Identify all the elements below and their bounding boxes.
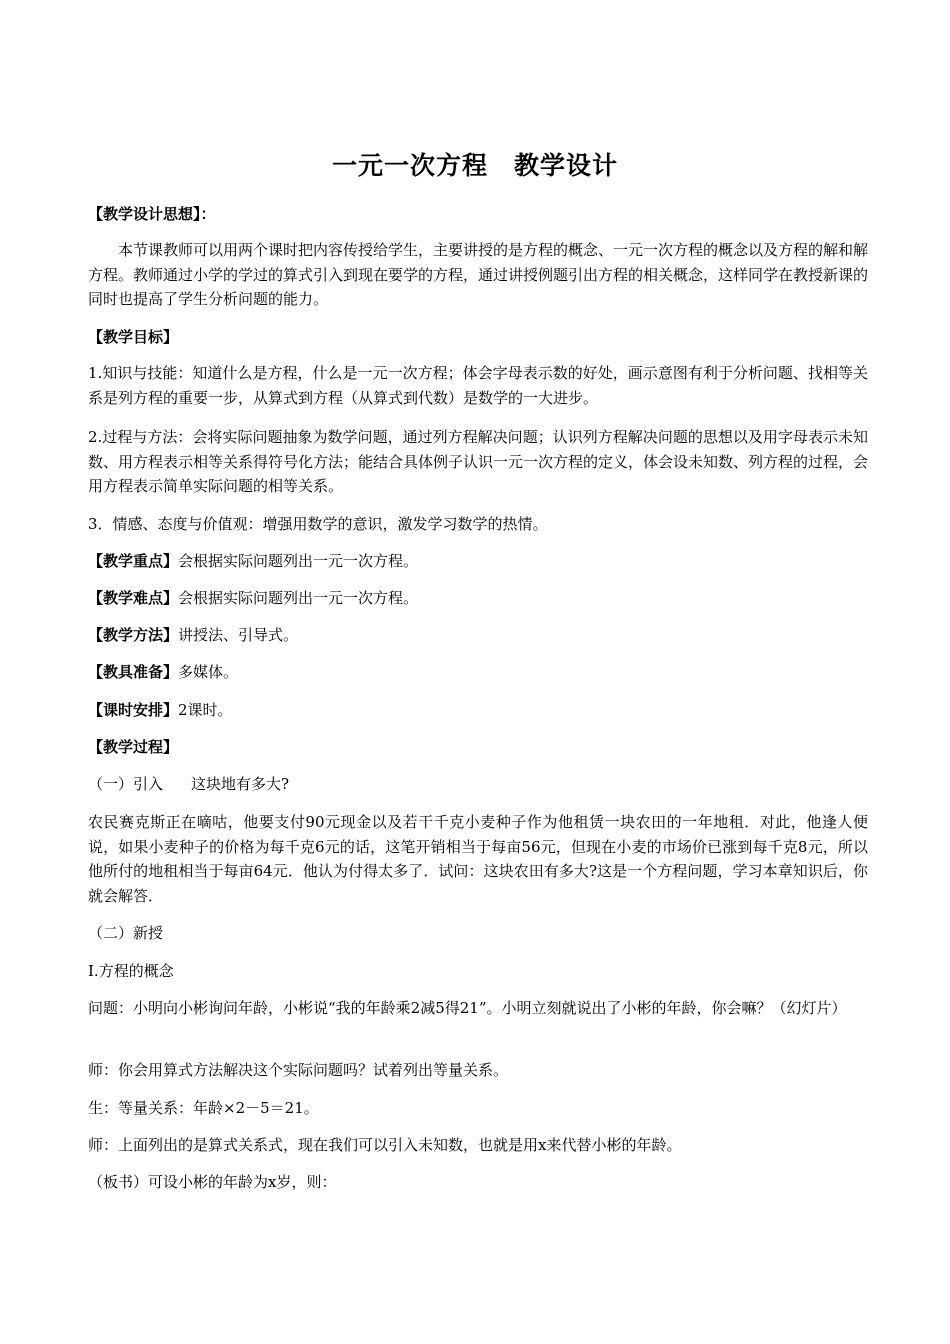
title-sub: 教学设计	[514, 151, 619, 180]
key-point-text: 会根据实际问题列出一元一次方程。	[178, 552, 419, 570]
goal-item-1: 1.知识与技能：知道什么是方程，什么是一元一次方程；体会字母表示数的好处，画示意图有利于分析问题、找相等关系是列方程的重要一步，从算式到方程（从算式到代数）是数学的一大进步。	[88, 364, 868, 407]
process-heading: 【教学过程】	[88, 738, 179, 756]
difficulty-text: 会根据实际问题列出一元一次方程。	[178, 589, 419, 607]
teacher-line-1: 师：你会用算式方法解决这个实际问题吗？试着列出等量关系。	[88, 1061, 509, 1079]
goal-item-2: 2.过程与方法：会将实际问题抽象为数学问题，通过列方程解决问题；认识列方程解决问题的思想以及用字母表示未知数、用方程表示相等关系得符号化方法；能结合具体例子认识一元一次方程的定义，体会设未知数、列方程的过程，会用方程表示简单实际问题的相等关系。	[88, 428, 869, 496]
intro-label: （一）引入	[88, 775, 164, 793]
board-line: （板书）可设小彬的年龄为x岁，则：	[88, 1173, 337, 1191]
design-idea-text: 本节课教师可以用两个课时把内容传授给学生，主要讲授的是方程的概念、一元一次方程的概念以及方程的解和解方程。教师通过小学的学过的算式引入到现在要学的方程，通过讲授例题引出方程的相关概念，这样同学在教授新课的同时也提高了学生分析问题的能力。	[88, 241, 869, 309]
student-line-1: 生：等量关系：年龄×2－5＝21。	[88, 1099, 319, 1117]
tools-text: 多媒体。	[178, 663, 239, 681]
difficulty-label: 【教学难点】	[88, 589, 179, 607]
key-point-line	[88, 551, 868, 571]
key-point-label: 【教学重点】	[88, 552, 179, 570]
goals-heading: 【教学目标】	[88, 328, 179, 346]
method-text: 讲授法、引导式。	[178, 626, 299, 644]
question-text: 问题：小明向小彬询问年龄，小彬说“我的年龄乘2减5得21”。小明立刻就说出了小彬的年龄，你会嘛？（幻灯片）	[88, 999, 847, 1017]
intro-title: 这块地有多大?	[191, 775, 290, 793]
title-main: 一元一次方程	[331, 151, 488, 180]
method-label: 【教学方法】	[88, 626, 179, 644]
schedule-text: 2课时。	[178, 701, 233, 719]
new-lesson-label: （二）新授	[88, 924, 164, 942]
tools-line	[88, 662, 868, 682]
difficulty-line	[88, 588, 868, 608]
concept-title: Ⅰ.方程的概念	[88, 962, 174, 980]
teacher-line-2: 师：上面列出的是算式关系式，现在我们可以引入未知数，也就是用x来代替小彬的年龄。	[88, 1136, 682, 1154]
intro-story: 农民赛克斯正在嘀咕，他要支付90元现金以及若干千克小麦种子作为他租赁一块农田的一年地租．对此，他逢人便说，如果小麦种子的价格为每千克6元的话，这笔开销相当于每亩56元，但现在小麦的市场价已涨到每千克8元，所以他所付的地租相当于每亩64元．他认为付得太多了．试问：这块农田有多大?这是一个方程问题，学习本章知识后，你就会解答．	[88, 813, 868, 905]
method-line	[88, 625, 868, 645]
schedule-line	[88, 700, 868, 720]
design-idea-heading: 【教学设计思想】：	[88, 205, 216, 223]
goal-item-3: 3．情感、态度与价值观：增强用数学的意识，激发学习数学的热情。	[88, 515, 548, 533]
schedule-label: 【课时安排】	[88, 701, 179, 719]
intro-line	[88, 774, 868, 794]
tools-label: 【教具准备】	[88, 663, 179, 681]
page-title	[0, 146, 950, 182]
